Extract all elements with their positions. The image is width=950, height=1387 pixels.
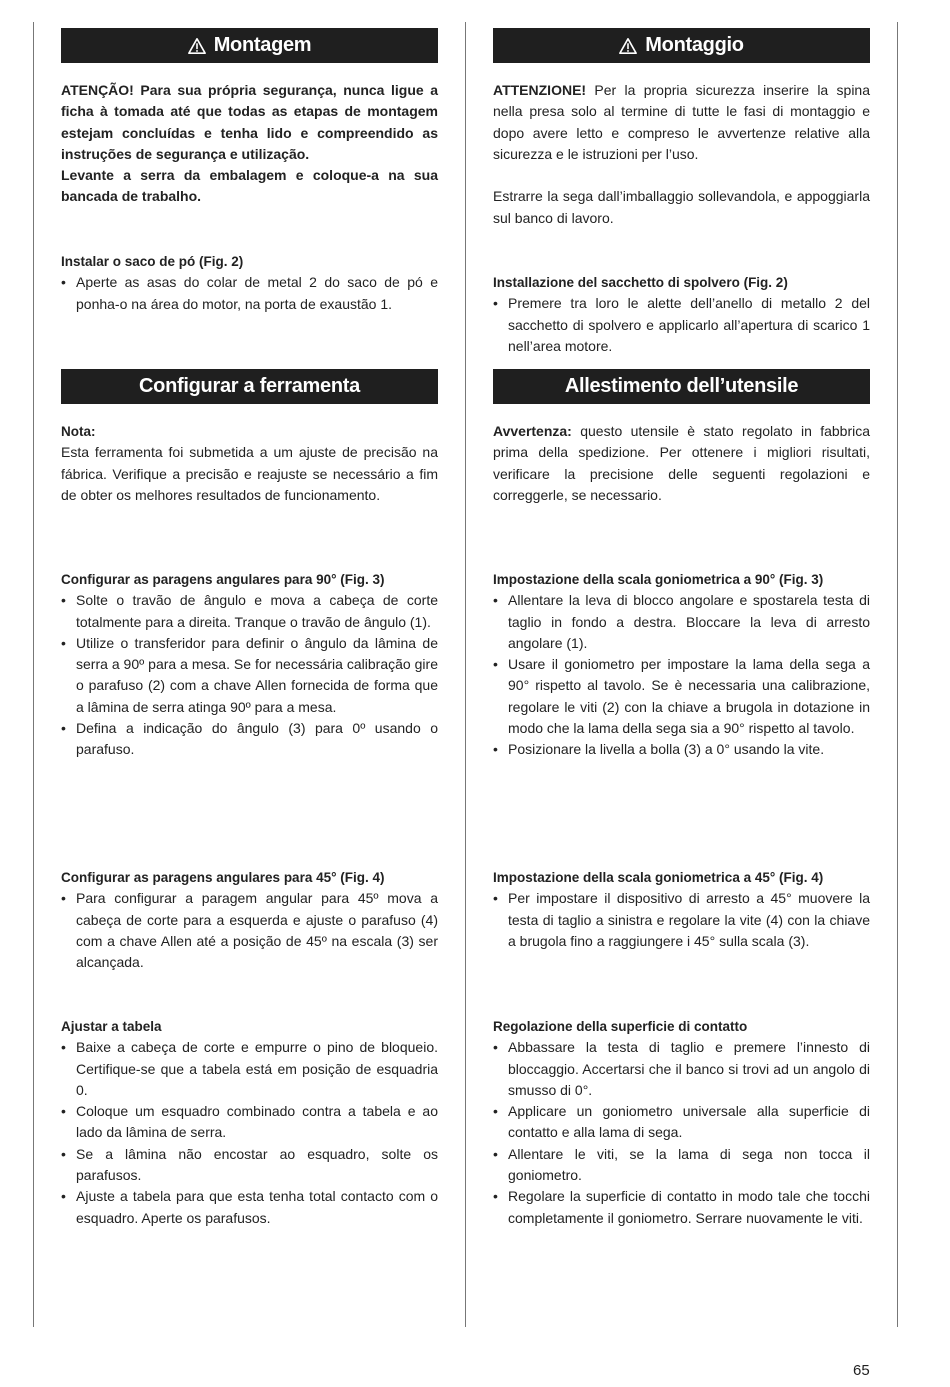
list-item: • Utilize o transferidor para definir o ângulo da lâmina de serra a 90º para a mesa. Se for necessária calibração gire o parafuso (2) com a chave Allen fornecida de forma que a lâmina de serra atinga 90º para a mesa. (61, 633, 438, 718)
montaggio-title: Montaggio (645, 34, 744, 56)
dust-bag-heading: Installazione del sacchetto di spolvero (Fig. 2) (493, 275, 788, 290)
warning-icon (188, 37, 206, 55)
list-item: • Allentare le viti, se la lama di sega non tocca il goniometro. (493, 1144, 870, 1187)
list-item: • Coloque um esquadro combinado contra a tabela e ao lado da lâmina de serra. (61, 1101, 438, 1144)
dust-bag-heading: Instalar o saco de pó (Fig. 2) (61, 254, 244, 269)
list-item: • Premere tra loro le alette dell’anello di metallo 2 del sacchetto di spolvero e applicarlo all’apertura di scarico 1 nell’area motore. (493, 293, 870, 357)
allestimento-note (493, 421, 870, 506)
configurar-banner (61, 369, 438, 404)
montaggio-warning (493, 80, 870, 229)
stop-90-heading: Impostazione della scala goniometrica a 90° (Fig. 3) (493, 572, 824, 587)
list-item: • Solte o travão de ângulo e mova a cabeça de corte totalmente para a direita. Tranque o travão de ângulo (1). (61, 590, 438, 633)
montagem-title: Montagem (213, 34, 312, 56)
stop-45-heading: Impostazione della scala goniometrica a 45° (Fig. 4) (493, 870, 824, 885)
note-text: questo utensile è stato regolato in fabbrica prima della spedizione. Per ottenere i migliori risultati, verificare la precisione delle seguenti regolazioni e correggerle, se necessario. (493, 423, 871, 503)
allestimento-title: Allestimento dell’utensile (564, 375, 799, 397)
dust-bag-section (61, 251, 438, 315)
note-label: Nota: (61, 424, 96, 439)
stop-45-heading: Configurar as paragens angulares para 45° (Fig. 4) (61, 870, 385, 885)
left-margin-rule (33, 22, 34, 1327)
list-item: • Baixe a cabeça de corte e empurre o pino de bloqueio. Certifique-se que a tabela está em posição de esquadria 0. (61, 1037, 438, 1101)
table-heading: Ajustar a tabela (61, 1019, 162, 1034)
stop-90-heading: Configurar as paragens angulares para 90° (Fig. 3) (61, 572, 385, 587)
right-margin-rule (897, 22, 898, 1327)
configurar-note (61, 421, 438, 506)
list-item: • Ajuste a tabela para que esta tenha total contacto com o esquadro. Aperte os parafusos. (61, 1186, 438, 1229)
note-label: Avvertenza: (493, 423, 572, 439)
stop-90-section (493, 569, 870, 761)
montagem-warning (61, 80, 438, 208)
list-item: • Posizionare la livella a bolla (3) a 0° usando la vite. (493, 739, 870, 760)
list-item: • Per impostare il dispositivo di arresto a 45° muovere la testa di taglio a sinistra e regolare la vite (4) con la chiave a brugola fino a raggiungere i 45° sulla scala (3). (493, 888, 870, 952)
allestimento-banner (493, 369, 870, 404)
montaggio-banner (493, 28, 870, 63)
list-item: • Usare il goniometro per impostare la lama della sega a 90° rispetto al tavolo. Se è necessaria una calibrazione, regolare le viti (2) con la chiave a brugola in dotazione in modo che la lama della sega sia a 90° rispetto al tavolo. (493, 654, 870, 739)
stop-45-section (61, 867, 438, 973)
warning-icon (619, 37, 637, 55)
list-item: • Se a lâmina não encostar ao esquadro, solte os parafusos. (61, 1144, 438, 1187)
list-item: • Para configurar a paragem angular para 45º mova a cabeça de corte para a esquerda e ajuste o parafuso (4) com a chave Allen até a posição de 45º na escala (3) ser alcançada. (61, 888, 438, 973)
contact-surface-section (493, 1016, 870, 1229)
warning-label: ATTENZIONE! (493, 82, 587, 98)
lift-instruction: Estrarre la sega dall’imballaggio sollevandola, e appoggiarla sul banco di lavoro. (493, 188, 870, 226)
list-item: • Regolare la superficie di contatto in modo tale che tocchi completamente il goniometro. Serrare nuovamente le viti. (493, 1186, 870, 1229)
list-item: • Aperte as asas do colar de metal 2 do saco de pó e ponha-o na área do motor, na porta de exaustão 1. (61, 272, 438, 315)
list-item: • Applicare un goniometro universale alla superficie di contatto e alla lama di sega. (493, 1101, 870, 1144)
list-item: • Abbassare la testa di taglio e premere l’innesto di bloccaggio. Accertarsi che il banco si trovi ad un angolo di smusso di 0°. (493, 1037, 870, 1101)
stop-90-list (61, 590, 438, 760)
list-item: • Defina a indicação do ângulo (3) para 0º usando o parafuso. (61, 718, 438, 761)
note-text: Esta ferramenta foi submetida a um ajuste de precisão na fábrica. Verifique a precisão e reajuste se necessário a fim de obter os melhores resultados de funcionamento. (61, 444, 438, 503)
stop-90-list (493, 590, 870, 760)
stop-45-section (493, 867, 870, 952)
stop-45-list (61, 888, 438, 973)
contact-surface-list (493, 1037, 870, 1229)
contact-surface-heading: Regolazione della superficie di contatto (493, 1019, 748, 1034)
table-section (61, 1016, 438, 1229)
warning-label: ATENÇÃO! (61, 82, 134, 98)
warning-text: Per la propria sicurezza inserire la spina nella presa solo al termine di tutte le fasi di montaggio e dopo avere letto e compreso le avvertenze relative alla sicurezza e le istruzioni per l’uso. (493, 82, 871, 162)
table-list (61, 1037, 438, 1229)
dust-bag-section (493, 272, 870, 357)
configurar-title: Configurar a ferramenta (139, 375, 360, 397)
dust-bag-list (493, 293, 870, 357)
dust-bag-list (61, 272, 438, 315)
center-divider-rule (465, 22, 466, 1327)
page-number: 65 (853, 1362, 870, 1379)
stop-45-list (493, 888, 870, 952)
lift-instruction: Levante a serra da embalagem e coloque-a na sua bancada de trabalho. (61, 167, 438, 205)
warning-text: Para sua própria segurança, nunca ligue a ficha à tomada até que todas as etapas de montagem estejam concluídas e tenha lido e compreendido as instruções de segurança e utilização. (61, 82, 439, 162)
list-item: • Allentare la leva di blocco angolare e spostarela testa di taglio in fondo a destra. Bloccare la leva di arresto angolare (1). (493, 590, 870, 654)
montagem-banner (61, 28, 438, 63)
stop-90-section (61, 569, 438, 761)
